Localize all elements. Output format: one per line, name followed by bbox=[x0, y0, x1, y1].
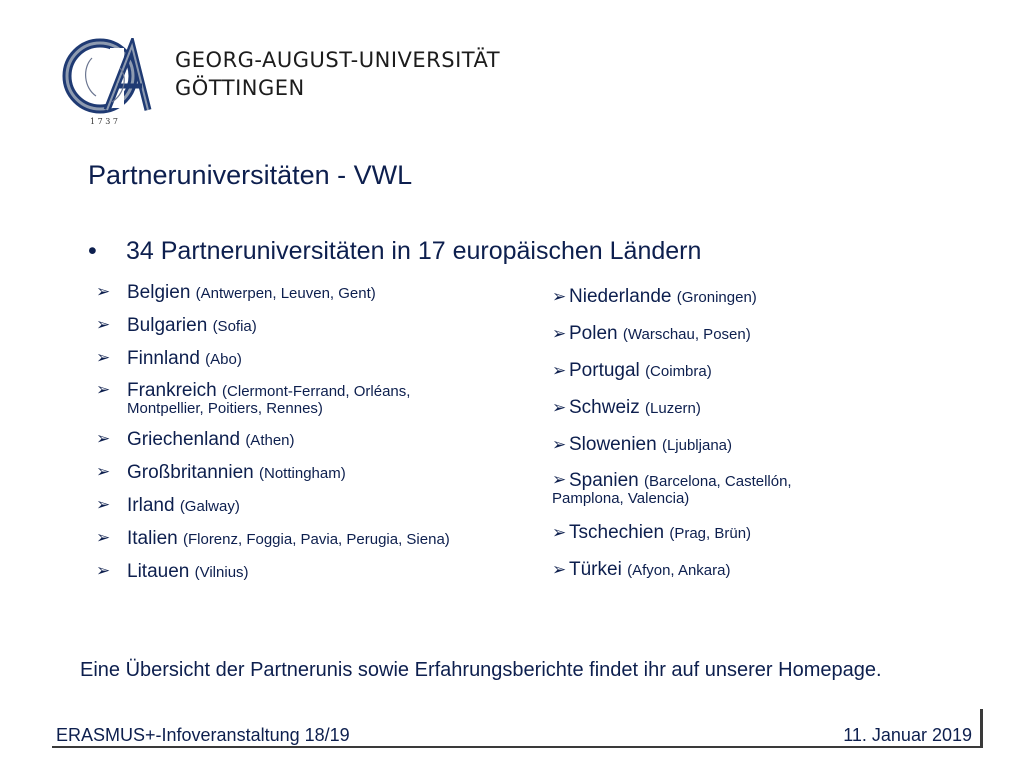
university-logo bbox=[62, 38, 162, 128]
city-names: (Groningen) bbox=[676, 289, 757, 306]
country-name: Polen bbox=[569, 323, 618, 344]
list-item bbox=[552, 324, 882, 345]
list-item bbox=[552, 472, 882, 507]
footer-date: 11. Januar 2019 bbox=[843, 725, 972, 745]
footer-event: ERASMUS+-Infoveranstaltung 18/19 bbox=[56, 725, 350, 745]
country-list-right bbox=[552, 287, 882, 597]
footer-divider bbox=[52, 746, 982, 748]
city-names: (Clermont-Ferrand, Orléans, bbox=[222, 383, 411, 400]
country-name: Irland bbox=[127, 495, 175, 516]
list-item bbox=[96, 382, 526, 417]
headline-text: 34 Partneruniversitäten in 17 europäischen Ländern bbox=[126, 237, 702, 265]
city-names: (Vilnius) bbox=[194, 564, 249, 581]
city-names: (Ljubljana) bbox=[661, 437, 732, 454]
city-names: (Galway) bbox=[179, 498, 240, 515]
arrow-bullet-icon: ➢ bbox=[552, 361, 567, 381]
country-name: Türkei bbox=[569, 559, 622, 580]
country-name: Bulgarien bbox=[127, 315, 208, 336]
city-names: (Coimbra) bbox=[645, 363, 712, 380]
country-name: Litauen bbox=[127, 561, 190, 582]
arrow-bullet-icon: ➢ bbox=[96, 380, 111, 400]
list-item bbox=[96, 283, 526, 303]
university-name-line1: GEORG-AUGUST-UNIVERSITÄT bbox=[175, 48, 501, 72]
arrow-bullet-icon: ➢ bbox=[96, 528, 111, 548]
arrow-bullet-icon: ➢ bbox=[96, 495, 111, 515]
university-name-line2: GÖTTINGEN bbox=[175, 76, 305, 100]
list-item bbox=[96, 430, 526, 450]
list-item bbox=[96, 529, 526, 549]
arrow-bullet-icon: ➢ bbox=[96, 429, 111, 449]
city-names: (Nottingham) bbox=[259, 465, 346, 482]
country-name: Niederlande bbox=[569, 286, 672, 307]
arrow-bullet-icon: ➢ bbox=[96, 282, 111, 302]
city-names: (Athen) bbox=[245, 432, 295, 449]
country-name: Spanien bbox=[569, 470, 639, 491]
arrow-bullet-icon: ➢ bbox=[96, 462, 111, 482]
university-seal-icon bbox=[62, 38, 162, 128]
country-name: Frankreich bbox=[127, 380, 217, 401]
city-names: (Antwerpen, Leuven, Gent) bbox=[195, 285, 376, 302]
arrow-bullet-icon: ➢ bbox=[96, 348, 111, 368]
arrow-bullet-icon: ➢ bbox=[552, 470, 567, 490]
logo-year: 1 7 3 7 bbox=[90, 117, 118, 126]
city-names: (Barcelona, Castellón, bbox=[644, 473, 792, 490]
city-names: (Afyon, Ankara) bbox=[627, 562, 731, 579]
city-names: (Warschau, Posen) bbox=[622, 326, 751, 343]
arrow-bullet-icon: ➢ bbox=[96, 561, 111, 581]
country-name: Griechenland bbox=[127, 429, 241, 450]
city-names: (Sofia) bbox=[212, 318, 257, 335]
list-item bbox=[96, 349, 526, 369]
list-item bbox=[552, 361, 882, 382]
arrow-bullet-icon: ➢ bbox=[552, 560, 567, 580]
list-item bbox=[552, 523, 882, 544]
arrow-bullet-icon: ➢ bbox=[96, 315, 111, 335]
city-names: (Abo) bbox=[205, 351, 242, 368]
bullet-icon: • bbox=[88, 237, 97, 265]
list-item bbox=[96, 463, 526, 483]
country-list-left bbox=[96, 283, 526, 595]
arrow-bullet-icon: ➢ bbox=[552, 287, 567, 307]
arrow-bullet-icon: ➢ bbox=[552, 398, 567, 418]
list-item bbox=[552, 398, 882, 419]
list-item bbox=[552, 560, 882, 581]
headline bbox=[88, 237, 701, 266]
country-name: Schweiz bbox=[569, 397, 640, 418]
country-name: Italien bbox=[127, 528, 178, 549]
country-name: Finnland bbox=[127, 348, 200, 369]
country-name: Großbritannien bbox=[127, 462, 254, 483]
footer-divider-vertical bbox=[980, 709, 983, 748]
slide-title: Partneruniversitäten - VWL bbox=[88, 160, 413, 190]
list-item bbox=[96, 316, 526, 336]
city-names-continued: Pamplona, Valencia) bbox=[552, 490, 690, 507]
overview-note: Eine Übersicht der Partnerunis sowie Erfahrungsberichte findet ihr auf unserer Homepage. bbox=[80, 659, 882, 681]
country-name: Tschechien bbox=[569, 522, 665, 543]
country-name: Belgien bbox=[127, 282, 191, 303]
country-name: Portugal bbox=[569, 360, 640, 381]
list-item bbox=[552, 435, 882, 456]
list-item bbox=[552, 287, 882, 308]
list-item bbox=[96, 562, 526, 582]
university-name bbox=[175, 46, 500, 102]
city-names: (Florenz, Foggia, Pavia, Perugia, Siena) bbox=[182, 531, 450, 548]
list-item bbox=[96, 496, 526, 516]
arrow-bullet-icon: ➢ bbox=[552, 324, 567, 344]
city-names: (Luzern) bbox=[645, 400, 701, 417]
arrow-bullet-icon: ➢ bbox=[552, 523, 567, 543]
city-names-continued: Montpellier, Poitiers, Rennes) bbox=[127, 400, 323, 417]
arrow-bullet-icon: ➢ bbox=[552, 435, 567, 455]
country-name: Slowenien bbox=[569, 434, 657, 455]
city-names: (Prag, Brün) bbox=[669, 525, 752, 542]
